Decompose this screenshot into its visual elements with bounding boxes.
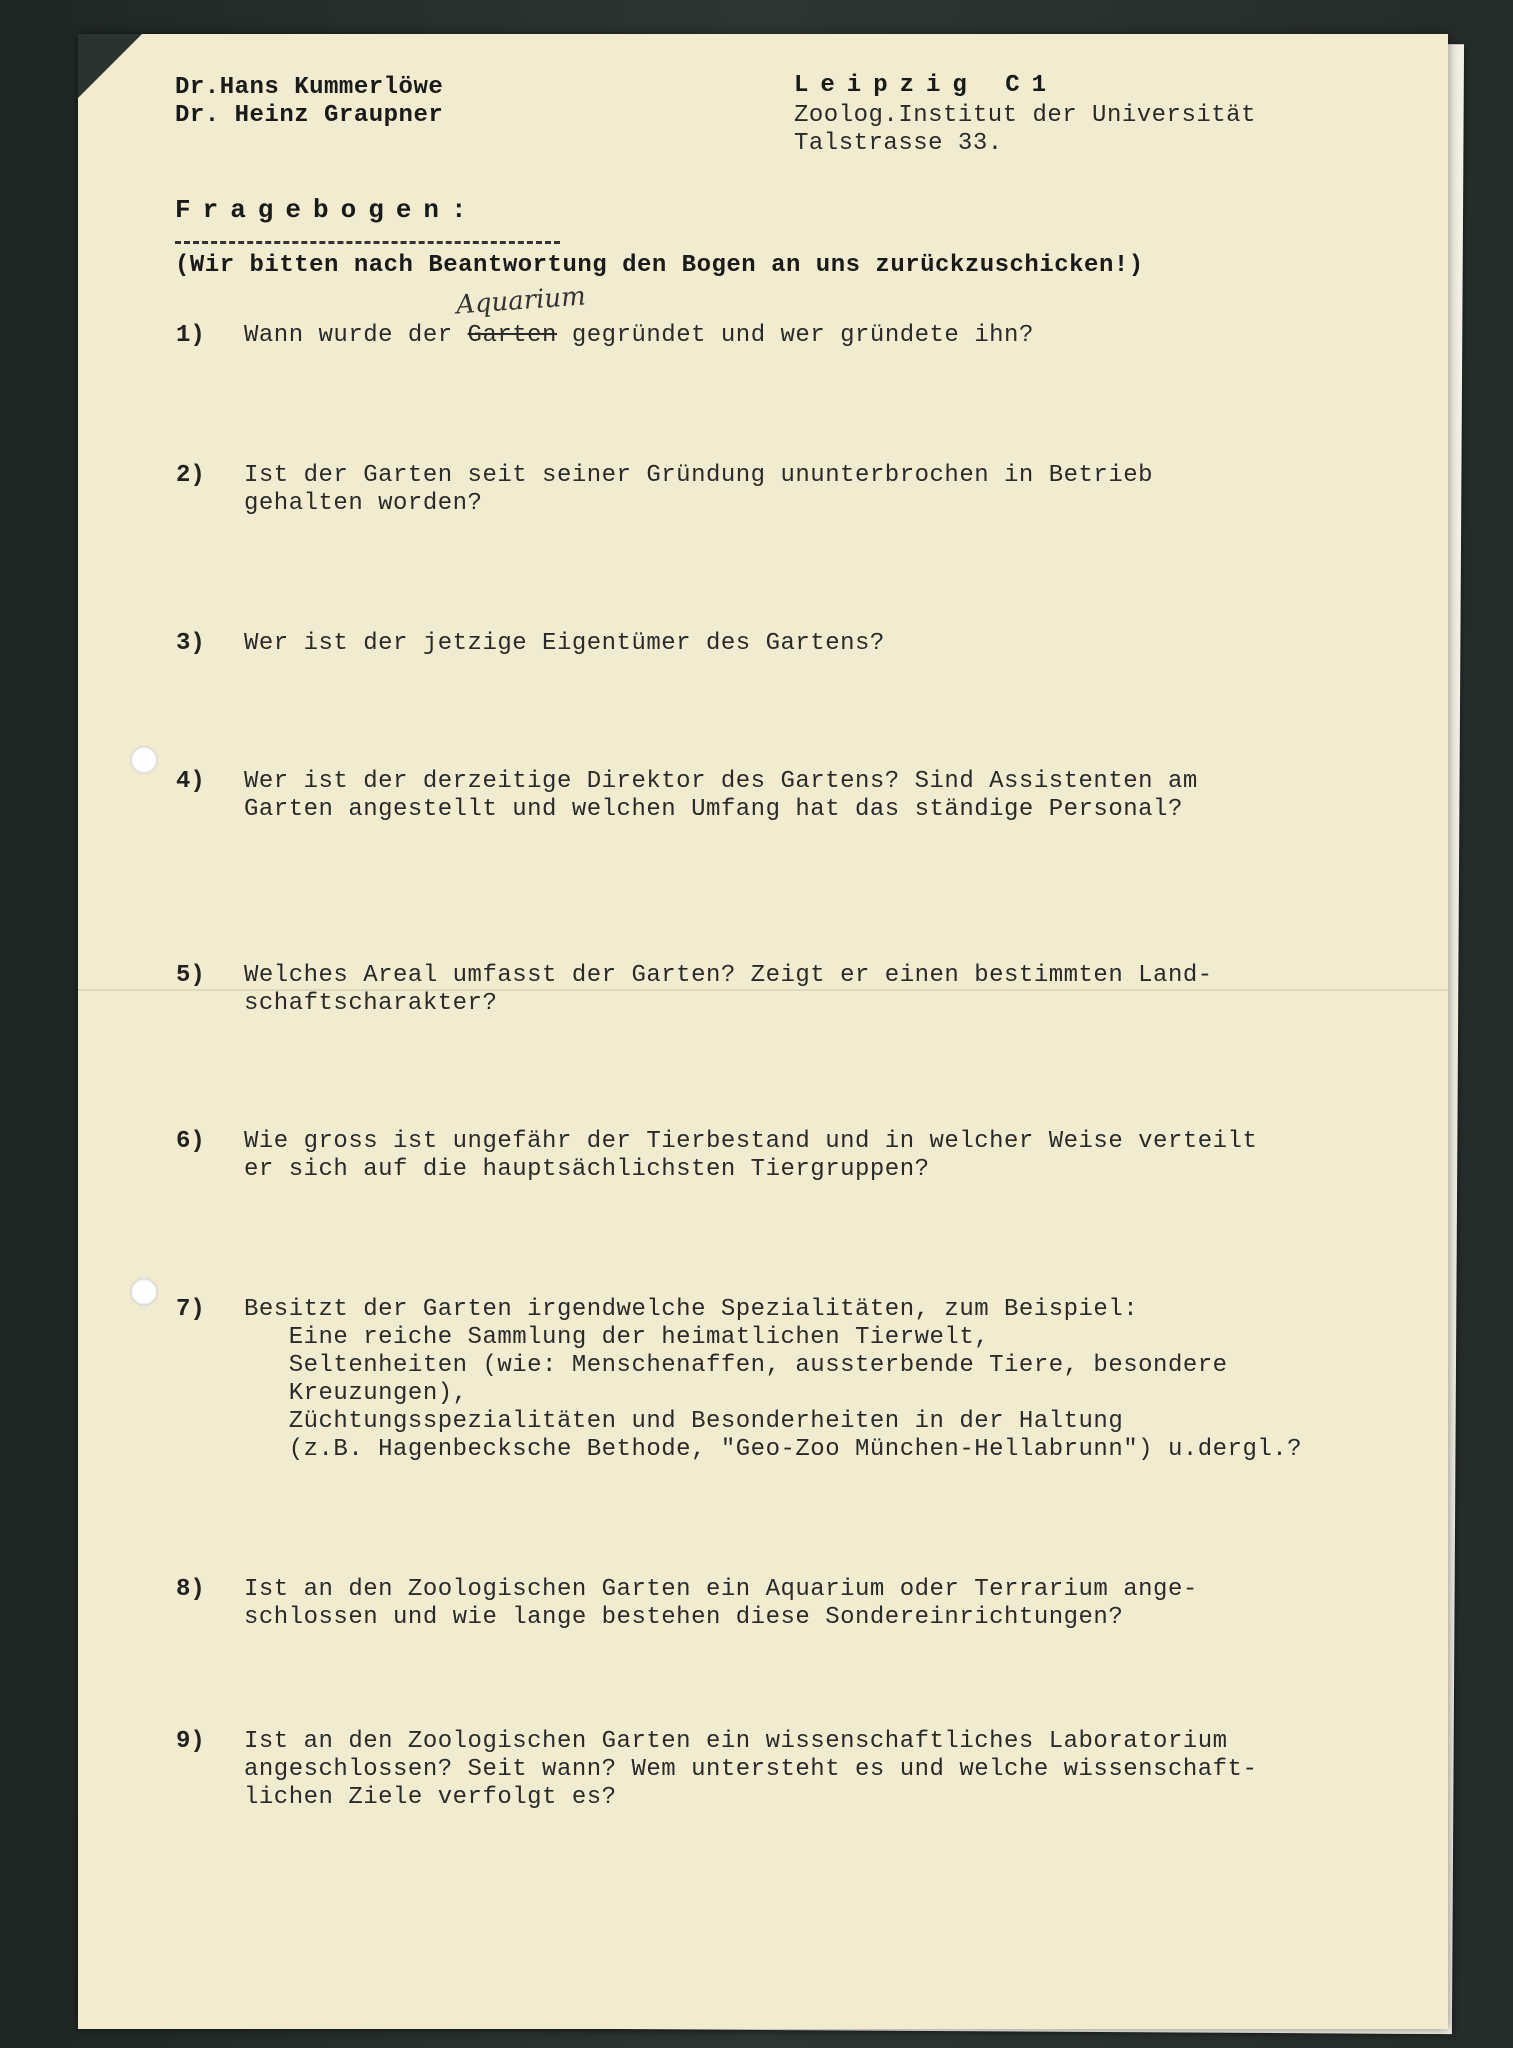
question-number: 8) (176, 1576, 205, 1603)
question-number: 7) (176, 1296, 205, 1323)
question-number: 2) (176, 462, 205, 489)
question-line: Seltenheiten (wie: Menschenaffen, aussterbende Tiere, besondere (244, 1352, 1228, 1379)
question-line: Züchtungsspezialitäten und Besonderheiten in der Haltung (244, 1408, 1124, 1435)
question-line: schaftscharakter? (244, 990, 498, 1017)
question-line: angeschlossen? Seit wann? Wem untersteht es und welche wissenschaft- (244, 1756, 1258, 1783)
question-1-text: Wann wurde der Garten gegründet und wer gründete ihn? (244, 322, 1034, 349)
question-line: schlossen und wie lange bestehen diese Sondereinrichtungen? (244, 1604, 1124, 1631)
form-instruction: (Wir bitten nach Beantwortung den Bogen an uns zurückzuschicken!) (175, 252, 1144, 279)
institute: Zoolog.Institut der Universität (794, 102, 1256, 129)
author-1: Dr.Hans Kummerlöwe (175, 74, 444, 101)
question-line: Besitzt der Garten irgendwelche Spezialitäten, zum Beispiel: (244, 1296, 1139, 1323)
author-2: Dr. Heinz Graupner (175, 102, 444, 129)
question-number: 4) (176, 768, 205, 795)
question-line: Ist an den Zoologischen Garten ein wissenschaftliches Laboratorium (244, 1728, 1228, 1755)
city: Leipzig C1 (794, 72, 1059, 99)
question-line: lichen Ziele verfolgt es? (244, 1784, 617, 1811)
question-number: 6) (176, 1128, 205, 1155)
question-line: gehalten worden? (244, 490, 483, 517)
question-line: Wer ist der jetzige Eigentümer des Gartens? (244, 630, 885, 657)
question-number: 3) (176, 630, 205, 657)
street-address: Talstrasse 33. (794, 130, 1003, 157)
question-line: Wer ist der derzeitige Direktor des Gartens? Sind Assistenten am (244, 768, 1198, 795)
question-number: 5) (176, 962, 205, 989)
title-underline (175, 241, 560, 244)
form-title: Fragebogen: (175, 195, 479, 225)
question-number: 1) (176, 322, 205, 349)
question-line: Eine reiche Sammlung der heimatlichen Tierwelt, (244, 1324, 990, 1351)
question-line: Ist der Garten seit seiner Gründung ununterbrochen in Betrieb (244, 462, 1154, 489)
folded-corner (78, 34, 142, 98)
question-line: (z.B. Hagenbecksche Bethode, "Geo-Zoo München-Hellabrunn") u.dergl.? (244, 1436, 1303, 1463)
struck-word: Garten (467, 322, 557, 349)
questionnaire-page (78, 34, 1448, 2029)
question-line: Welches Areal umfasst der Garten? Zeigt er einen bestimmten Land- (244, 962, 1213, 989)
punch-hole-top (130, 746, 158, 774)
question-line: Garten angestellt und welchen Umfang hat das ständige Personal? (244, 796, 1183, 823)
question-line: Kreuzungen), (244, 1380, 468, 1407)
question-line: Ist an den Zoologischen Garten ein Aquarium oder Terrarium ange- (244, 1576, 1198, 1603)
question-line: Wie gross ist ungefähr der Tierbestand und in welcher Weise verteilt (244, 1128, 1258, 1155)
question-line: er sich auf die hauptsächlichsten Tiergruppen? (244, 1156, 930, 1183)
handwritten-correction: Aquarium (455, 281, 587, 321)
question-number: 9) (176, 1728, 205, 1755)
punch-hole-bottom (130, 1278, 158, 1306)
